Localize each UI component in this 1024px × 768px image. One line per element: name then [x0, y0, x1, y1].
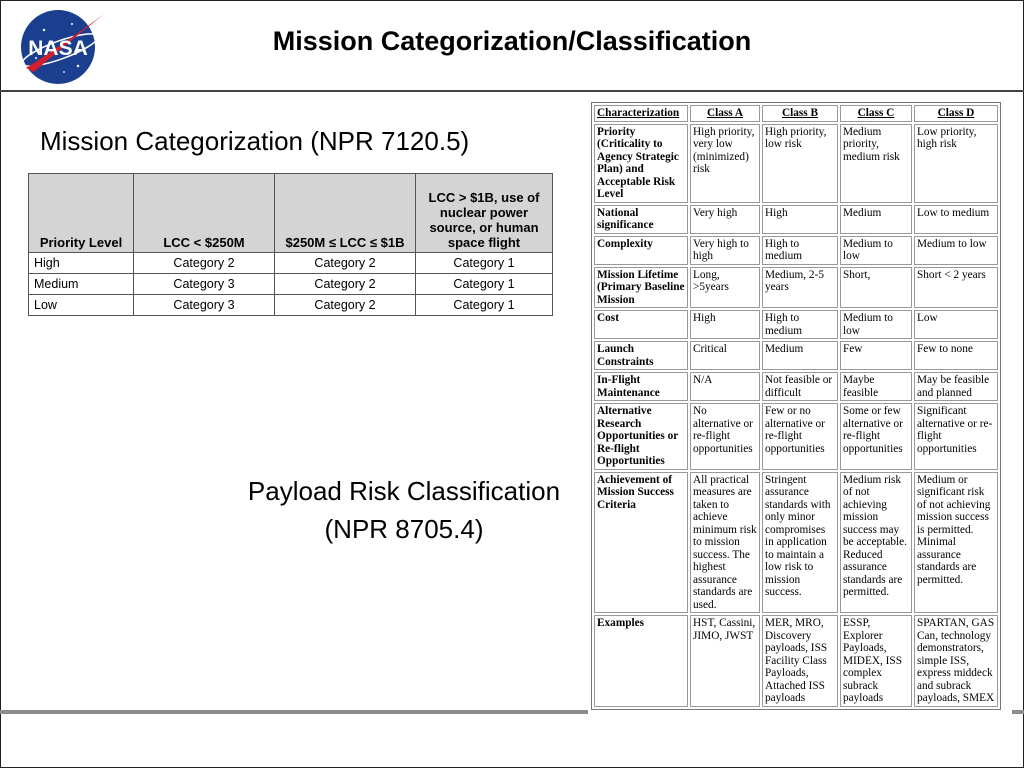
- table-cell: Few or no alternative or re-flight opportunities: [762, 403, 838, 470]
- table-cell: All practical measures are taken to achieve minimum risk to mission success. The highest assurance standards are used.: [690, 472, 760, 614]
- column-header: $250M ≤ LCC ≤ $1B: [275, 174, 416, 253]
- table-row: [594, 205, 998, 234]
- table-cell: Medium priority, medium risk: [840, 124, 912, 203]
- table-cell: Medium to low: [914, 236, 998, 265]
- column-header: Class C: [840, 105, 912, 122]
- table-cell: Medium or significant risk of not achieving mission success is permitted. Minimal assurance standards are permitted.: [914, 472, 998, 614]
- table-row: [29, 274, 553, 295]
- table-cell: Short,: [840, 267, 912, 309]
- table-cell: Low to medium: [914, 205, 998, 234]
- table-cell: Low: [914, 310, 998, 339]
- column-header: Characterization: [594, 105, 688, 122]
- row-header: Complexity: [594, 236, 688, 265]
- table-cell: Low: [29, 295, 134, 316]
- table-row: [594, 372, 998, 401]
- column-header: LCC > $1B, use of nuclear power source, or human space flight: [416, 174, 553, 253]
- row-header: National significance: [594, 205, 688, 234]
- table-cell: Category 3: [134, 274, 275, 295]
- table-cell: No alternative or re-flight opportunities: [690, 403, 760, 470]
- row-header: Mission Lifetime (Primary Baseline Mission: [594, 267, 688, 309]
- table-cell: High: [762, 205, 838, 234]
- table-cell: Critical: [690, 341, 760, 370]
- table-cell: Medium to low: [840, 236, 912, 265]
- table-row: [594, 267, 998, 309]
- table-cell: Few: [840, 341, 912, 370]
- table-cell: Medium, 2-5 years: [762, 267, 838, 309]
- row-header: Alternative Research Opportunities or Re-flight Opportunities: [594, 403, 688, 470]
- table-row: [29, 295, 553, 316]
- payload-risk-reference: (NPR 8705.4): [324, 514, 484, 544]
- column-header: Class B: [762, 105, 838, 122]
- table-cell: Category 1: [416, 295, 553, 316]
- table-cell: Stringent assurance standards with only minor compromises in application to maintain a low risk to mission success.: [762, 472, 838, 614]
- table-cell: Very high: [690, 205, 760, 234]
- column-header: LCC < $250M: [134, 174, 275, 253]
- row-header: In-Flight Maintenance: [594, 372, 688, 401]
- table-cell: Category 2: [275, 274, 416, 295]
- footer-divider-right: [1012, 710, 1024, 714]
- table-header-row: [29, 174, 553, 253]
- mission-categorization-table: [28, 173, 553, 316]
- table-row: [594, 341, 998, 370]
- table-row: [594, 236, 998, 265]
- table-cell: Short < 2 years: [914, 267, 998, 309]
- table-cell: Category 1: [416, 274, 553, 295]
- table-cell: Not feasible or difficult: [762, 372, 838, 401]
- table-row: [594, 472, 998, 614]
- table-cell: Category 3: [134, 295, 275, 316]
- row-header: Priority (Criticality to Agency Strategic Plan) and Acceptable Risk Level: [594, 124, 688, 203]
- table-cell: Low priority, high risk: [914, 124, 998, 203]
- table-cell: High to medium: [762, 236, 838, 265]
- table-cell: Maybe feasible: [840, 372, 912, 401]
- table-cell: Category 2: [275, 253, 416, 274]
- table-cell: SPARTAN, GAS Can, technology demonstrators, simple ISS, express middeck and subrack payloads, SMEX: [914, 615, 998, 707]
- table-cell: Medium to low: [840, 310, 912, 339]
- table-cell: Significant alternative or re-flight opportunities: [914, 403, 998, 470]
- table-cell: Medium: [29, 274, 134, 295]
- table-cell: High priority, very low (minimized) risk: [690, 124, 760, 203]
- table-cell: Category 2: [134, 253, 275, 274]
- table-row: [594, 310, 998, 339]
- table-cell: High priority, low risk: [762, 124, 838, 203]
- table-row: [594, 403, 998, 470]
- table-cell: Long, >5years: [690, 267, 760, 309]
- table-cell: Medium: [762, 341, 838, 370]
- payload-risk-title: Payload Risk Classification: [247, 476, 561, 506]
- table-cell: N/A: [690, 372, 760, 401]
- footer-divider: [0, 710, 588, 714]
- column-header: Class A: [690, 105, 760, 122]
- table-cell: High: [29, 253, 134, 274]
- row-header: Achievement of Mission Success Criteria: [594, 472, 688, 614]
- payload-risk-heading: [206, 472, 602, 548]
- table-cell: Very high to high: [690, 236, 760, 265]
- row-header: Cost: [594, 310, 688, 339]
- table-cell: Category 1: [416, 253, 553, 274]
- table-row: [594, 124, 998, 203]
- table-cell: ESSP, Explorer Payloads, MIDEX, ISS complex subrack payloads: [840, 615, 912, 707]
- categorization-subtitle: Mission Categorization (NPR 7120.5): [40, 126, 470, 156]
- table-cell: Medium: [840, 205, 912, 234]
- row-header: Launch Constraints: [594, 341, 688, 370]
- table-cell: MER, MRO, Discovery payloads, ISS Facility Class Payloads, Attached ISS payloads: [762, 615, 838, 707]
- payload-risk-classification-table: [591, 102, 1001, 710]
- table-cell: HST, Cassini, JIMO, JWST: [690, 615, 760, 707]
- logo-wordmark: NASA: [28, 37, 88, 60]
- slide-title: Mission Categorization/Classification: [272, 26, 752, 56]
- table-row: [29, 253, 553, 274]
- table-cell: May be feasible and planned: [914, 372, 998, 401]
- row-header: Examples: [594, 615, 688, 707]
- table-cell: High: [690, 310, 760, 339]
- table-cell: Medium risk of not achieving mission success may be acceptable. Reduced assurance standards are permitted.: [840, 472, 912, 614]
- table-cell: High to medium: [762, 310, 838, 339]
- slide-header: [0, 0, 1024, 92]
- table-header-row: [594, 105, 998, 122]
- table-cell: Few to none: [914, 341, 998, 370]
- column-header: Priority Level: [29, 174, 134, 253]
- table-cell: Category 2: [275, 295, 416, 316]
- column-header: Class D: [914, 105, 998, 122]
- table-row: [594, 615, 998, 707]
- table-cell: Some or few alternative or re-flight opportunities: [840, 403, 912, 470]
